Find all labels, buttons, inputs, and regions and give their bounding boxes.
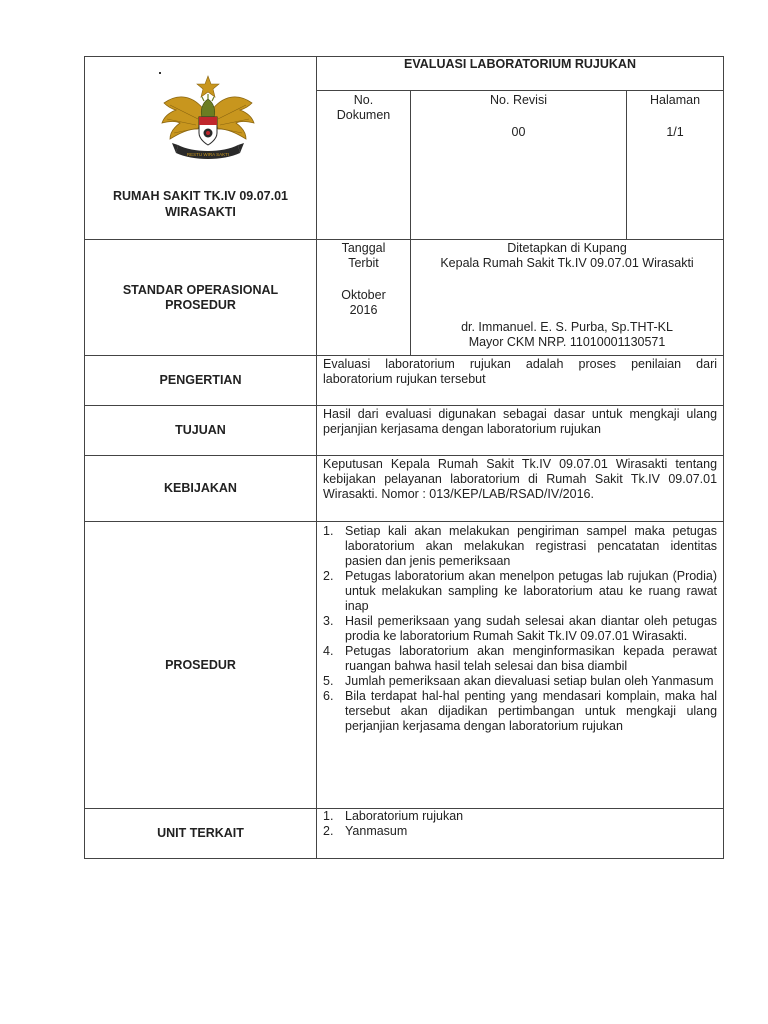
hospital-name — [85, 188, 316, 220]
kebijakan-content — [317, 456, 724, 522]
pengertian-text: Evaluasi laboratorium rujukan adalah proses penilaian dari laboratorium rujukan tersebut — [323, 357, 718, 386]
step-text: Petugas laboratorium akan menginformasikan kepada perawat ruangan bahwa hasil telah selesai dan bisa diambil — [345, 644, 718, 673]
tanggal-label: Tanggal — [341, 241, 386, 255]
unit-terkait-list — [317, 809, 723, 839]
ditetapkan-place: Ditetapkan di Kupang — [507, 241, 627, 255]
unit-terkait-item — [317, 824, 717, 839]
item-text: Laboratorium rujukan — [345, 809, 464, 823]
kebijakan-label: KEBIJAKAN — [164, 481, 237, 495]
tanggal-label-2: Terbit — [348, 256, 379, 270]
item-number: 1. — [323, 809, 334, 823]
step-text: Petugas laboratorium akan menelpon petugas lab rujukan (Prodia) untuk melakukan sampling ke laboratorium atau ke ruang rawat inap — [345, 569, 718, 613]
tanggal-year: 2016 — [349, 303, 378, 317]
document-title — [317, 57, 724, 91]
prosedur-content — [317, 522, 724, 809]
halaman-value: 1/1 — [666, 125, 684, 139]
pengertian-label: PENGERTIAN — [159, 373, 242, 387]
pengertian-content — [317, 356, 724, 406]
step-number: 1. — [323, 524, 334, 538]
sop-document-table — [84, 56, 724, 859]
prosedur-step — [317, 689, 717, 734]
signer-name: dr. Immanuel. E. S. Purba, Sp.THT-KL — [461, 320, 673, 334]
svg-text:RESTU WIRA SAKTI: RESTU WIRA SAKTI — [186, 152, 230, 157]
hospital-identity-cell — [85, 57, 317, 240]
prosedur-step — [317, 524, 717, 569]
no-revisi-label: No. Revisi — [490, 93, 547, 107]
tanggal-terbit-cell — [317, 240, 411, 356]
hospital-emblem-icon — [158, 73, 258, 169]
tujuan-content — [317, 406, 724, 456]
step-number: 5. — [323, 674, 334, 688]
no-dokumen-label: No. — [353, 93, 374, 107]
prosedur-step — [317, 614, 717, 644]
no-dokumen-cell — [317, 91, 411, 240]
step-number: 3. — [323, 614, 334, 628]
pengertian-label-cell — [85, 356, 317, 406]
prosedur-step — [317, 569, 717, 614]
signer-rank: Mayor CKM NRP. 11010001130571 — [468, 335, 666, 349]
sop-label-line1: STANDAR OPERASIONAL — [122, 282, 279, 297]
kebijakan-label-cell — [85, 456, 317, 522]
document-title-text: EVALUASI LABORATORIUM RUJUKAN — [404, 57, 636, 71]
unit-terkait-label-cell — [85, 809, 317, 859]
step-number: 6. — [323, 689, 334, 703]
prosedur-step — [317, 644, 717, 674]
hospital-logo — [158, 73, 258, 169]
tujuan-text: Hasil dari evaluasi digunakan sebagai dasar untuk mengkaji ulang perjanjian kerjasama dengan laboratorium rujukan — [323, 407, 718, 436]
hospital-name-line2: WIRASAKTI — [165, 205, 236, 219]
no-revisi-cell — [411, 91, 627, 240]
no-dokumen-label-2: Dokumen — [336, 108, 391, 122]
tujuan-label-cell — [85, 406, 317, 456]
tanggal-month: Oktober — [341, 288, 386, 302]
prosedur-step — [317, 674, 717, 689]
halaman-cell — [627, 91, 724, 240]
halaman-label: Halaman — [650, 93, 701, 107]
tujuan-label: TUJUAN — [175, 423, 226, 437]
step-text: Hasil pemeriksaan yang sudah selesai akan diantar oleh petugas prodia ke laboratorium Rumah Sakit Tk.IV 09.07.01 Wirasakti. — [345, 614, 718, 643]
prosedur-label: PROSEDUR — [165, 657, 236, 672]
sop-label-line2: PROSEDUR — [165, 297, 236, 312]
step-number: 4. — [323, 644, 334, 658]
unit-terkait-item — [317, 809, 717, 824]
hospital-name-line1: RUMAH SAKIT TK.IV 09.07.01 — [112, 189, 289, 203]
ditetapkan-title: Kepala Rumah Sakit Tk.IV 09.07.01 Wirasakti — [440, 256, 694, 270]
prosedur-steps-list — [317, 524, 723, 734]
ditetapkan-cell — [411, 240, 724, 356]
unit-terkait-label: UNIT TERKAIT — [157, 826, 244, 840]
prosedur-label-cell — [85, 522, 317, 809]
sop-label-cell — [85, 240, 317, 356]
unit-terkait-content — [317, 809, 724, 859]
item-text: Yanmasum — [345, 824, 408, 838]
step-text: Setiap kali akan melakukan pengiriman sampel maka petugas laboratorium akan melakukan registrasi pencatatan identitas pasien dan jenis pemeriksaan — [345, 524, 718, 568]
item-number: 2. — [323, 824, 334, 838]
step-number: 2. — [323, 569, 334, 583]
step-text: Bila terdapat hal-hal penting yang mendasari komplain, maka hal tersebut akan dijadikan pertimbangan untuk mengkaji ulang perjanjian kerjasama dengan laboratorium rujukan — [345, 689, 718, 733]
kebijakan-text: Keputusan Kepala Rumah Sakit Tk.IV 09.07.01 Wirasakti tentang kebijakan pelayanan laboratorium di Rumah Sakit Tk.IV 09.07.01 Wirasakti. Nomor : 013/KEP/LAB/RSAD/IV/2016. — [323, 457, 718, 501]
no-revisi-value: 00 — [511, 125, 526, 139]
step-text: Jumlah pemeriksaan akan dievaluasi setiap bulan oleh Yanmasum — [345, 674, 714, 688]
